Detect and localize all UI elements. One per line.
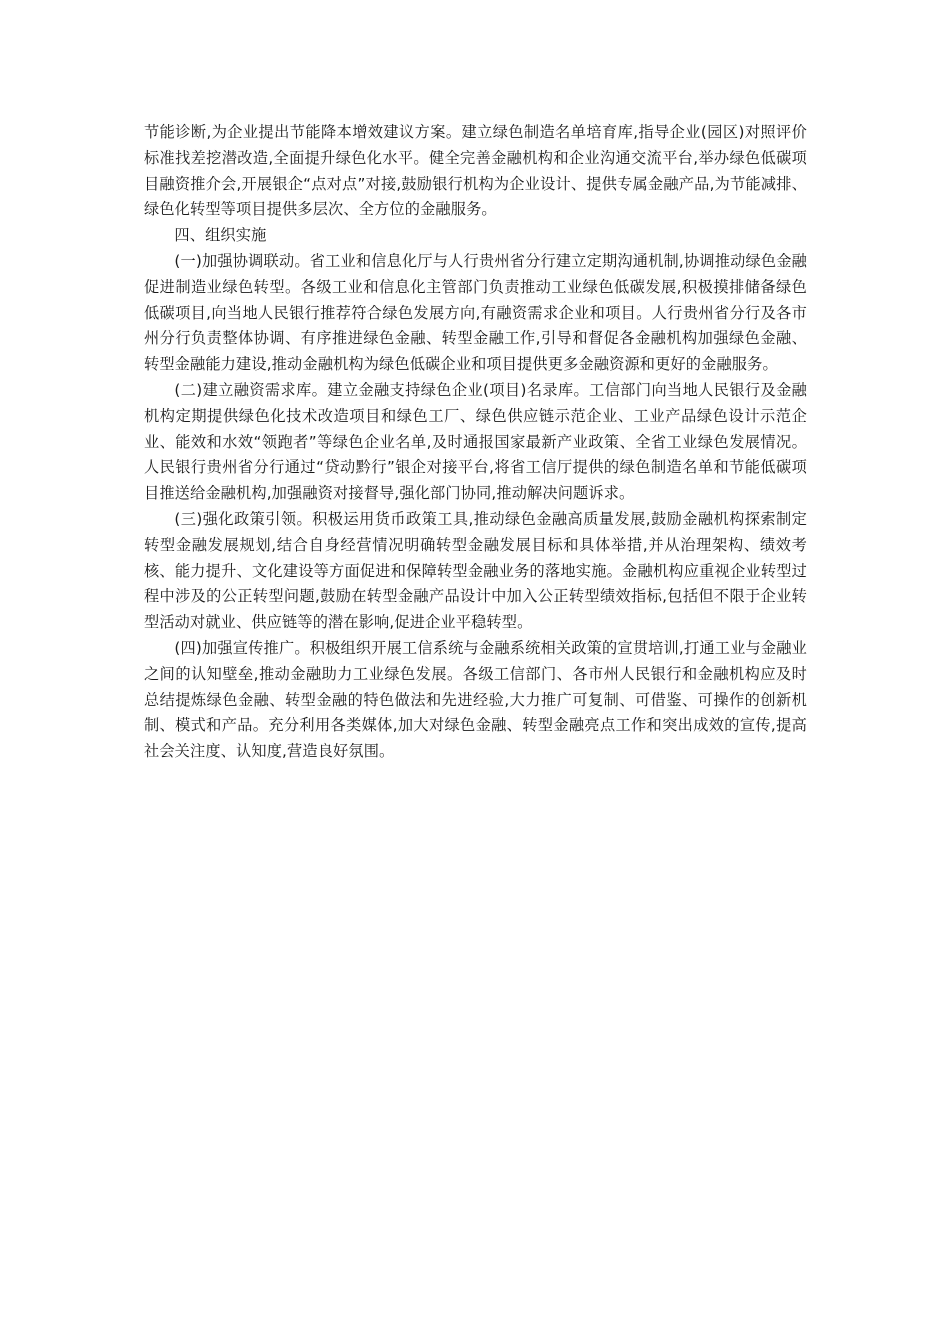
paragraph-coordination: (一)加强协调联动。省工业和信息化厅与人行贵州省分行建立定期沟通机制,协调推动绿色金融促进制造业绿色转型。各级工业和信息化主管部门负责推动工业绿色低碳发展,积极摸排储备绿色低碳项目,向当地人民银行推荐符合绿色发展方向,有融资需求企业和项目。人行贵州省分行及各市州分行负责整体协调、有序推进绿色金融、转型金融工作,引导和督促各金融机构加强绿色金融、转型金融能力建设,推动金融机构为绿色低碳企业和项目提供更多金融资源和更好的金融服务。 — [144, 251, 807, 374]
paragraph-publicity: (四)加强宣传推广。积极组织开展工信系统与金融系统相关政策的宣贯培训,打通工业与金融业之间的认知壁垒,推动金融助力工业绿色发展。各级工信部门、各市州人民银行和金融机构应及时总结提炼绿色金融、转型金融的特色做法和先进经验,大力推广可复制、可借鉴、可操作的创新机制、模式和产品。充分利用各类媒体,加大对绿色金融、转型金融亮点工作和突出成效的宣传,提高社会关注度、认知度,营造良好氛围。 — [144, 638, 807, 761]
section-heading: 四、组织实施 — [174, 226, 267, 245]
document-body — [144, 120, 807, 765]
paragraph-policy-guidance: (三)强化政策引领。积极运用货币政策工具,推动绿色金融高质量发展,鼓励金融机构探索制定转型金融发展规划,结合自身经营情况明确转型金融发展目标和具体举措,并从治理架构、绩效考核、能力提升、文化建设等方面促进和保障转型金融业务的落地实施。金融机构应重视企业转型过程中涉及的公正转型问题,鼓励在转型金融产品设计中加入公正转型绩效指标,包括但不限于企业转型活动对就业、供应链等的潜在影响,促进企业平稳转型。 — [144, 509, 807, 632]
continuation-paragraph: 节能诊断,为企业提出节能降本增效建议方案。建立绿色制造名单培育库,指导企业(园区)对照评价标准找差挖潜改造,全面提升绿色化水平。健全完善金融机构和企业沟通交流平台,举办绿色低碳项目融资推介会,开展银企“点对点”对接,鼓励银行机构为企业设计、提供专属金融产品,为节能减排、绿色化转型等项目提供多层次、全方位的金融服务。 — [144, 123, 807, 219]
paragraph-financing-database: (二)建立融资需求库。建立金融支持绿色企业(项目)名录库。工信部门向当地人民银行及金融机构定期提供绿色化技术改造项目和绿色工厂、绿色供应链示范企业、工业产品绿色设计示范企业、能效和水效“领跑者”等绿色企业名单,及时通报国家最新产业政策、全省工业绿色发展情况。人民银行贵州省分行通过“贷动黔行”银企对接平台,将省工信厅提供的绿色制造名单和节能低碳项目推送给金融机构,加强融资对接督导,强化部门协同,推动解决问题诉求。 — [144, 380, 807, 503]
